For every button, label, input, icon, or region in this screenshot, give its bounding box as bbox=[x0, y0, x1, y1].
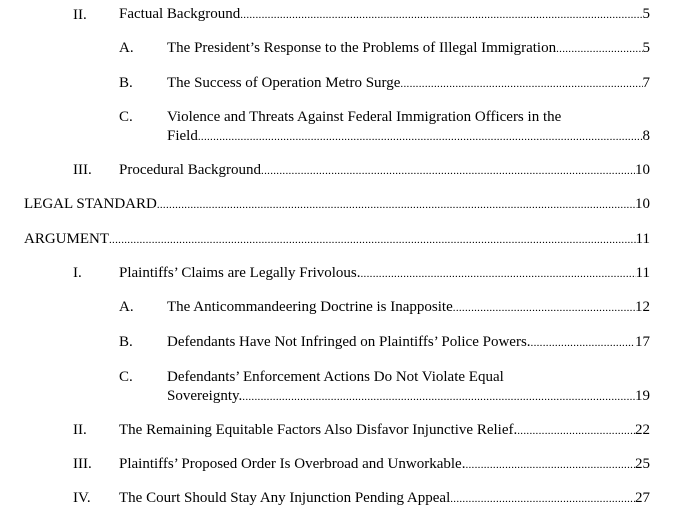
toc-entry-number: C. bbox=[119, 109, 133, 125]
toc-entry-iii-procedural-background[interactable] bbox=[0, 160, 695, 196]
toc-entry-arg-ii[interactable] bbox=[0, 420, 695, 456]
toc-entry-title-line-2: Field bbox=[167, 128, 198, 144]
toc-page-number: 22 bbox=[635, 422, 650, 438]
toc-entry-arg-i[interactable] bbox=[0, 263, 695, 299]
toc-entry-number: IV. bbox=[73, 490, 91, 506]
dot-leader bbox=[517, 421, 635, 441]
toc-entry-number: A. bbox=[119, 299, 134, 315]
toc-entry-number: I. bbox=[73, 265, 82, 281]
toc-page-number: 5 bbox=[642, 40, 650, 56]
toc-entry-arg-i-b[interactable] bbox=[0, 332, 695, 368]
toc-entry-arg-iv[interactable] bbox=[0, 488, 695, 516]
toc-page-number: 11 bbox=[635, 265, 650, 281]
toc-entry-title: Plaintiffs’ Claims are Legally Frivolous. bbox=[119, 265, 361, 281]
dot-leader bbox=[261, 161, 635, 181]
toc-page-number: 12 bbox=[635, 299, 650, 315]
toc-entry-number: III. bbox=[73, 456, 92, 472]
toc-entry-arg-i-a[interactable] bbox=[0, 297, 695, 333]
toc-entry-title: The President’s Response to the Problems of Illegal Immigration bbox=[167, 40, 557, 56]
toc-page-number: 19 bbox=[635, 388, 650, 404]
toc-entry-ii-factual-background[interactable] bbox=[0, 5, 695, 41]
toc-page-number: 7 bbox=[642, 75, 650, 91]
dot-leader bbox=[453, 298, 635, 318]
toc-entry-number: A. bbox=[119, 40, 134, 56]
toc-entry-arg-i-c[interactable] bbox=[0, 367, 695, 407]
toc-entry-legal-standard[interactable] bbox=[0, 194, 695, 230]
toc-entry-title: The Remaining Equitable Factors Also Disfavor Injunctive Relief. bbox=[119, 422, 518, 438]
toc-entry-number: B. bbox=[119, 75, 133, 91]
dot-leader bbox=[556, 39, 642, 59]
dot-leader bbox=[465, 455, 635, 475]
toc-page-number: 25 bbox=[635, 456, 650, 472]
toc-page-number: 17 bbox=[635, 334, 650, 350]
dot-leader bbox=[198, 128, 643, 146]
toc-entry-argument[interactable] bbox=[0, 229, 695, 265]
toc-page-number: 10 bbox=[635, 196, 650, 212]
toc-entry-title-line-1: Defendants’ Enforcement Actions Do Not Violate Equal bbox=[167, 369, 504, 385]
toc-entry-number: II. bbox=[73, 422, 87, 438]
dot-leader bbox=[531, 333, 635, 353]
dot-leader bbox=[109, 230, 636, 250]
toc-entry-title: Procedural Background bbox=[119, 162, 262, 178]
dot-leader bbox=[361, 264, 636, 284]
toc-entry-title: Defendants Have Not Infringed on Plaintiffs’ Police Powers. bbox=[167, 334, 531, 350]
toc-entry-title: The Anticommandeering Doctrine is Inapposite bbox=[167, 299, 453, 315]
toc-page-number: 27 bbox=[635, 490, 650, 506]
dot-leader bbox=[240, 6, 642, 24]
toc-entry-title: Plaintiffs’ Proposed Order Is Overbroad and Unworkable. bbox=[119, 456, 466, 472]
toc-entry-title-line-1: Violence and Threats Against Federal Immigration Officers in the bbox=[167, 109, 562, 125]
dot-leader bbox=[242, 388, 635, 406]
toc-page-number: 8 bbox=[642, 128, 650, 144]
toc-entry-title: LEGAL STANDARD bbox=[24, 196, 157, 212]
toc-page-number: 10 bbox=[635, 162, 650, 178]
toc-entry-ii-c[interactable] bbox=[0, 107, 695, 147]
toc-entry-arg-iii[interactable] bbox=[0, 454, 695, 490]
toc-page-number: 5 bbox=[642, 6, 650, 22]
toc-entry-number: C. bbox=[119, 369, 133, 385]
toc-page-number: 11 bbox=[635, 231, 650, 247]
toc-entry-number: B. bbox=[119, 334, 133, 350]
toc-entry-title: Factual Background bbox=[119, 6, 241, 22]
dot-leader bbox=[157, 195, 635, 215]
toc-entry-title-line-2: Sovereignty. bbox=[167, 388, 243, 404]
toc-entry-ii-b[interactable] bbox=[0, 73, 695, 109]
toc-entry-ii-a[interactable] bbox=[0, 38, 695, 74]
toc-entry-number: III. bbox=[73, 162, 92, 178]
toc-entry-title: ARGUMENT bbox=[24, 231, 109, 247]
toc-entry-number: II. bbox=[73, 7, 87, 23]
toc-entry-title: The Success of Operation Metro Surge bbox=[167, 75, 401, 91]
dot-leader bbox=[450, 489, 635, 509]
dot-leader bbox=[400, 74, 642, 94]
toc-entry-title: The Court Should Stay Any Injunction Pending Appeal bbox=[119, 490, 451, 506]
